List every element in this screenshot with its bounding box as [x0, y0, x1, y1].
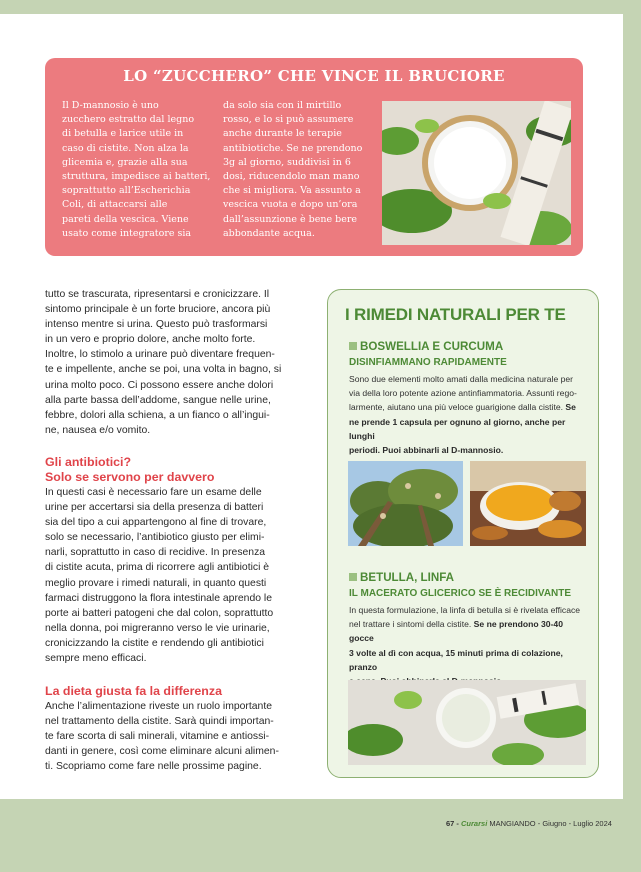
remedy-1-text: Sono due elementi molto amati dalla medicina naturale per via della loro potente azione antinfiammatoria. Assunti rego- larmente, aiutano una più veloce guarigione dalla cistite. Se ne prende 1 capsula per ognuno al giorno, anche per lunghi periodi. Puoi abbinarli al D-mannosio. — [349, 374, 577, 456]
article-diet-text: Anche l’alimentazione riveste un ruolo importante nel trattamento della cistite. Sarà quindi importan- te fare scorta di sali minerali, vitamine e antiossi- danti in genere, così come eliminare alcuni alimen- ti. Scopriamo come fare nelle prossime pagine. — [45, 701, 279, 773]
page-footer: 67 - Curarsi MANGIANDO - Giugno - Luglio 2024 — [446, 819, 612, 828]
remedy-1-subtitle: DISINFIAMMANO RAPIDAMENTE — [349, 357, 507, 368]
square-bullet-icon — [349, 573, 357, 581]
magazine-name: MANGIANDO — [489, 819, 536, 828]
boswellia-tree-photo — [348, 461, 463, 546]
birch-sap-photo — [348, 680, 586, 765]
square-bullet-icon — [349, 342, 357, 350]
remedy-2-subtitle: IL MACERATO GLICERICO SE È RECIDIVANTE — [349, 588, 572, 599]
box-text-col1: Il D-mannosio è uno zucchero estratto dal legno di betulla e larice utile in caso di cistite. Non alza la glicemia e, grazie alla sua struttura, impedisce ai batteri, soprattutto all’Escherichia Coli, di attaccarsi alle pareti della vescica. Viene usato come integratore sia — [62, 100, 211, 239]
heading-antibiotics-sub: Solo se servono per davvero — [45, 470, 215, 484]
issue-date: Giugno - Luglio 2024 — [542, 819, 612, 828]
article-intro: tutto se trascurata, ripresentarsi e cronicizzare. Il sintomo principale è un forte bruciore, ancora più intenso mentre si urina. Questo può trasformarsi in un vero e proprio dolore, anche molto forte. Inoltre, lo stimolo a urinare può diventare frequen- te e impellente, anche se poi, una volta in bagno, si urina molto poco. Ci possono essere anche dolori alla parte bassa dell’addome, sangue nelle urine, febbre, dolori alla schiena, a un fianco o all’ingui- ne, nausea e/o vomito. — [45, 289, 282, 436]
magazine-brand: Curarsi — [461, 819, 488, 828]
remedies-title: I RIMEDI NATURALI PER TE — [345, 305, 566, 324]
heading-antibiotics: Gli antibiotici? — [45, 455, 132, 469]
remedy-2-title: BETULLA, LINFA — [349, 571, 454, 584]
remedy-2-text: In questa formulazione, la linfa di betulla si è rivelata efficace nel trattare i sintomi della cistite. Se ne prendono 30-40 gocce 3 volte al dì con acqua, 15 minuti prima di colazione, pranzo — [349, 605, 581, 672]
sugar-bowl-photo — [382, 101, 571, 245]
remedy-1-title: BOSWELLIA E CURCUMA — [349, 340, 503, 353]
box-title: LO “ZUCCHERO” CHE VINCE IL BRUCIORE — [123, 67, 505, 85]
turmeric-photo — [470, 461, 586, 546]
box-text-col2: da solo sia con il mirtillo rosso, e lo si può assumere anche durante le terapie antibiotiche. Se ne prendono 3g al giorno, suddivisi in 6 dosi, riducendolo man mano che si migliora. Va assunto a vescica vuota e dopo un’ora dall’assunzione è bene bere abbondante acqua. — [223, 100, 363, 239]
heading-diet: La dieta giusta fa la differenza — [45, 684, 222, 698]
page-number: 67 — [446, 819, 455, 828]
article-antibiotics-text: In questi casi è necessario fare un esame delle urine per accertarsi sia della presenza di batteri sia del tipo a cui appartengono al fine di trovare, solo se necessario, l’antibiotico giusto per elimi- narli, soprattutto in caso di recidive. In presenza di cistite acuta, prima di ricorrere agli antibiotici è meglio provare i rimedi naturali, in quanto questi farmaci distruggono la flora intestinale aprendo le porte ai batteri patogeni che dal colon, soprattutto nella donna, poi migreranno verso le vie urinarie, cronicizzando la cistite e rendendo gli antibiotici sempre meno efficaci. — [45, 487, 274, 665]
